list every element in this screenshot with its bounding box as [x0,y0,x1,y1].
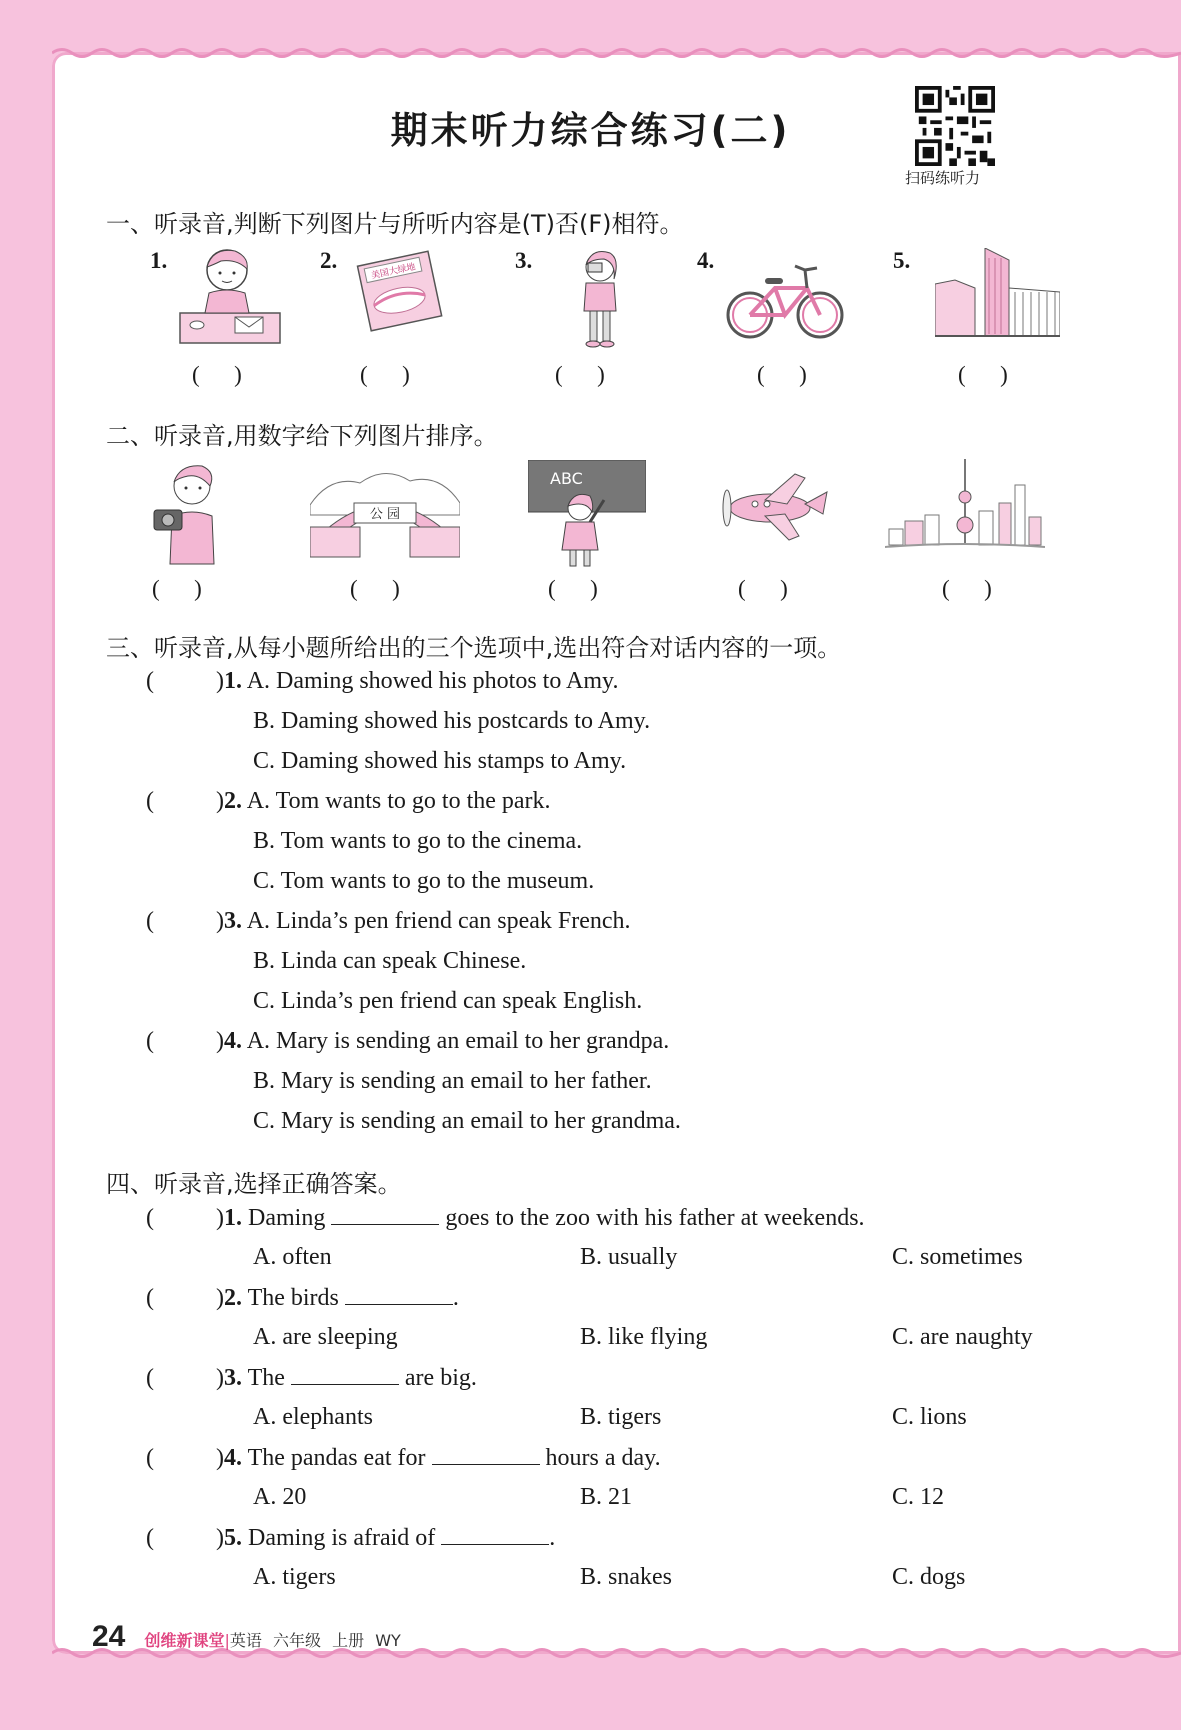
part1-item5-number: 5. [893,248,911,273]
part4-q2-option-a: A. are sleeping [253,1324,398,1350]
part3-heading: 三、听录音,从每小题所给出的三个选项中,选出符合对话内容的一项。 [106,634,842,662]
boy-taking-photo-image [150,460,230,565]
airplane-image [715,470,830,545]
answer-open-paren[interactable]: ( [146,1365,154,1391]
answer-close-paren[interactable]: ) [216,668,224,694]
part2-item2-answer[interactable]: ( ) [350,576,400,601]
grade: 六年级 [272,1631,321,1650]
answer-open-paren[interactable]: ( [146,1285,154,1311]
question-number: 1. [224,668,242,694]
part4-q5-option-c: C. dogs [892,1564,966,1590]
part4-q4-option-c: C. 12 [892,1484,945,1510]
answer-blank[interactable] [441,1524,549,1545]
part1-item2-answer[interactable]: ( ) [360,362,410,387]
question-number: 4. [224,1028,242,1054]
part3-q3-option-c: C. Linda’s pen friend can speak English. [253,988,643,1014]
part3-q4-option-c: C. Mary is sending an email to her grandma. [253,1108,681,1134]
answer-open-paren[interactable]: ( [146,1445,154,1471]
book-image [350,248,450,338]
part3-q1-row [146,668,618,695]
part3-q2-row [146,788,551,815]
part1-item2-number: 2. [320,248,338,273]
question-number: 1. [224,1205,242,1231]
part2-heading: 二、听录音,用数字给下列图片排序。 [106,422,498,450]
page-number: 24 [92,1620,126,1653]
part1-item4-number: 4. [697,248,715,273]
page-footer [92,1620,401,1654]
part4-q1-option-a: A. often [253,1244,332,1270]
part2-item5-answer[interactable]: ( ) [942,576,992,601]
girl-with-camera-image [560,245,640,350]
answer-blank[interactable] [432,1444,540,1465]
answer-blank[interactable] [345,1284,453,1305]
footer-separator: | [224,1631,230,1650]
answer-close-paren[interactable]: ) [216,1028,224,1054]
option-a: A. Mary is sending an email to her grandpa. [246,1028,670,1054]
part3-q3-option-b: B. Linda can speak Chinese. [253,948,527,974]
page-title: 期末听力综合练习(二) [390,109,791,152]
part4-q4-stem: ( )4. The pandas eat for hours a day. [146,1445,661,1471]
question-number: 2. [224,788,242,814]
park-gate-text: 公 园 [369,507,401,522]
answer-blank[interactable] [331,1204,439,1225]
answer-close-paren[interactable]: ) [216,1205,224,1231]
part3-q2-option-b: B. Tom wants to go to the cinema. [253,828,583,854]
answer-close-paren[interactable]: ) [216,788,224,814]
part4-q3-stem: ( )3. The are big. [146,1365,477,1391]
part4-q4-option-a: A. 20 [253,1484,307,1510]
part4-q4-option-b: B. 21 [580,1484,633,1510]
part4-heading: 四、听录音,选择正确答案。 [106,1170,402,1198]
part4-q2-option-b: B. like flying [580,1324,708,1350]
part4-q1-stem: ( )1. Daming goes to the zoo with his father at weekends. [146,1205,865,1231]
part2-item4-answer[interactable]: ( ) [738,576,788,601]
part2-item1-answer[interactable]: ( ) [152,576,202,601]
answer-close-paren[interactable]: ) [216,1365,224,1391]
answer-open-paren[interactable]: ( [146,788,154,814]
answer-close-paren[interactable]: ) [216,1285,224,1311]
part1-heading: 一、听录音,判断下列图片与所听内容是(T)否(F)相符。 [106,210,684,238]
answer-open-paren[interactable]: ( [146,1525,154,1551]
answer-open-paren[interactable]: ( [146,668,154,694]
answer-close-paren[interactable]: ) [216,1445,224,1471]
question-number: 4. [224,1445,242,1471]
answer-close-paren[interactable]: ) [216,908,224,934]
subject: 英语 [229,1631,262,1650]
part4-q1-option-b: B. usually [580,1244,678,1270]
park-gate-image [310,465,460,560]
question-number: 3. [224,1365,242,1391]
part3-q1-option-c: C. Daming showed his stamps to Amy. [253,748,627,774]
edition: WY [375,1631,401,1650]
boy-writing-letter-image [175,245,285,350]
answer-open-paren[interactable]: ( [146,1028,154,1054]
part1-item3-answer[interactable]: ( ) [555,362,605,387]
part1-item1-number: 1. [150,248,168,273]
bicycle-image [725,250,845,345]
tall-buildings-image [935,248,1060,343]
option-a: A. Daming showed his photos to Amy. [246,668,619,694]
part4-q3-option-b: B. tigers [580,1404,662,1430]
qr-code-icon[interactable] [915,86,995,166]
part4-q5-stem: ( )5. Daming is afraid of . [146,1525,556,1551]
option-a: A. Tom wants to go to the park. [246,788,551,814]
part3-q1-option-b: B. Daming showed his postcards to Amy. [253,708,651,734]
part4-q2-stem: ( )2. The birds . [146,1285,459,1311]
book-title-text: 美国大绿地 [370,262,417,282]
option-a: A. Linda’s pen friend can speak French. [246,908,631,934]
part3-q3-row [146,908,631,935]
part2-item3-answer[interactable]: ( ) [548,576,598,601]
question-number: 3. [224,908,242,934]
part4-q2-option-c: C. are naughty [892,1324,1033,1350]
part4-q5-option-a: A. tigers [253,1564,336,1590]
question-number: 5. [224,1525,242,1551]
part1-item5-answer[interactable]: ( ) [958,362,1008,387]
part4-q1-option-c: C. sometimes [892,1244,1023,1270]
part4-q5-option-b: B. snakes [580,1564,672,1590]
part4-q3-option-a: A. elephants [253,1404,373,1430]
answer-open-paren[interactable]: ( [146,1205,154,1231]
answer-blank[interactable] [291,1364,399,1385]
city-skyline-image [885,455,1045,560]
answer-open-paren[interactable]: ( [146,908,154,934]
part1-item1-answer[interactable]: ( ) [192,362,242,387]
part3-q4-row [146,1028,669,1055]
top-wave-border [52,46,1181,60]
brand-name: 创维新课堂 [144,1631,225,1650]
part1-item4-answer[interactable]: ( ) [757,362,807,387]
volume: 上册 [332,1631,365,1650]
girl-at-blackboard-image [528,460,646,568]
qr-caption: 扫码练听力 [905,169,981,187]
question-number: 2. [224,1285,242,1311]
blackboard-text: ABC [550,469,583,488]
part3-q4-option-b: B. Mary is sending an email to her father. [253,1068,652,1094]
part1-item3-number: 3. [515,248,533,273]
part3-q2-option-c: C. Tom wants to go to the museum. [253,868,595,894]
answer-close-paren[interactable]: ) [216,1525,224,1551]
part4-q3-option-c: C. lions [892,1404,967,1430]
